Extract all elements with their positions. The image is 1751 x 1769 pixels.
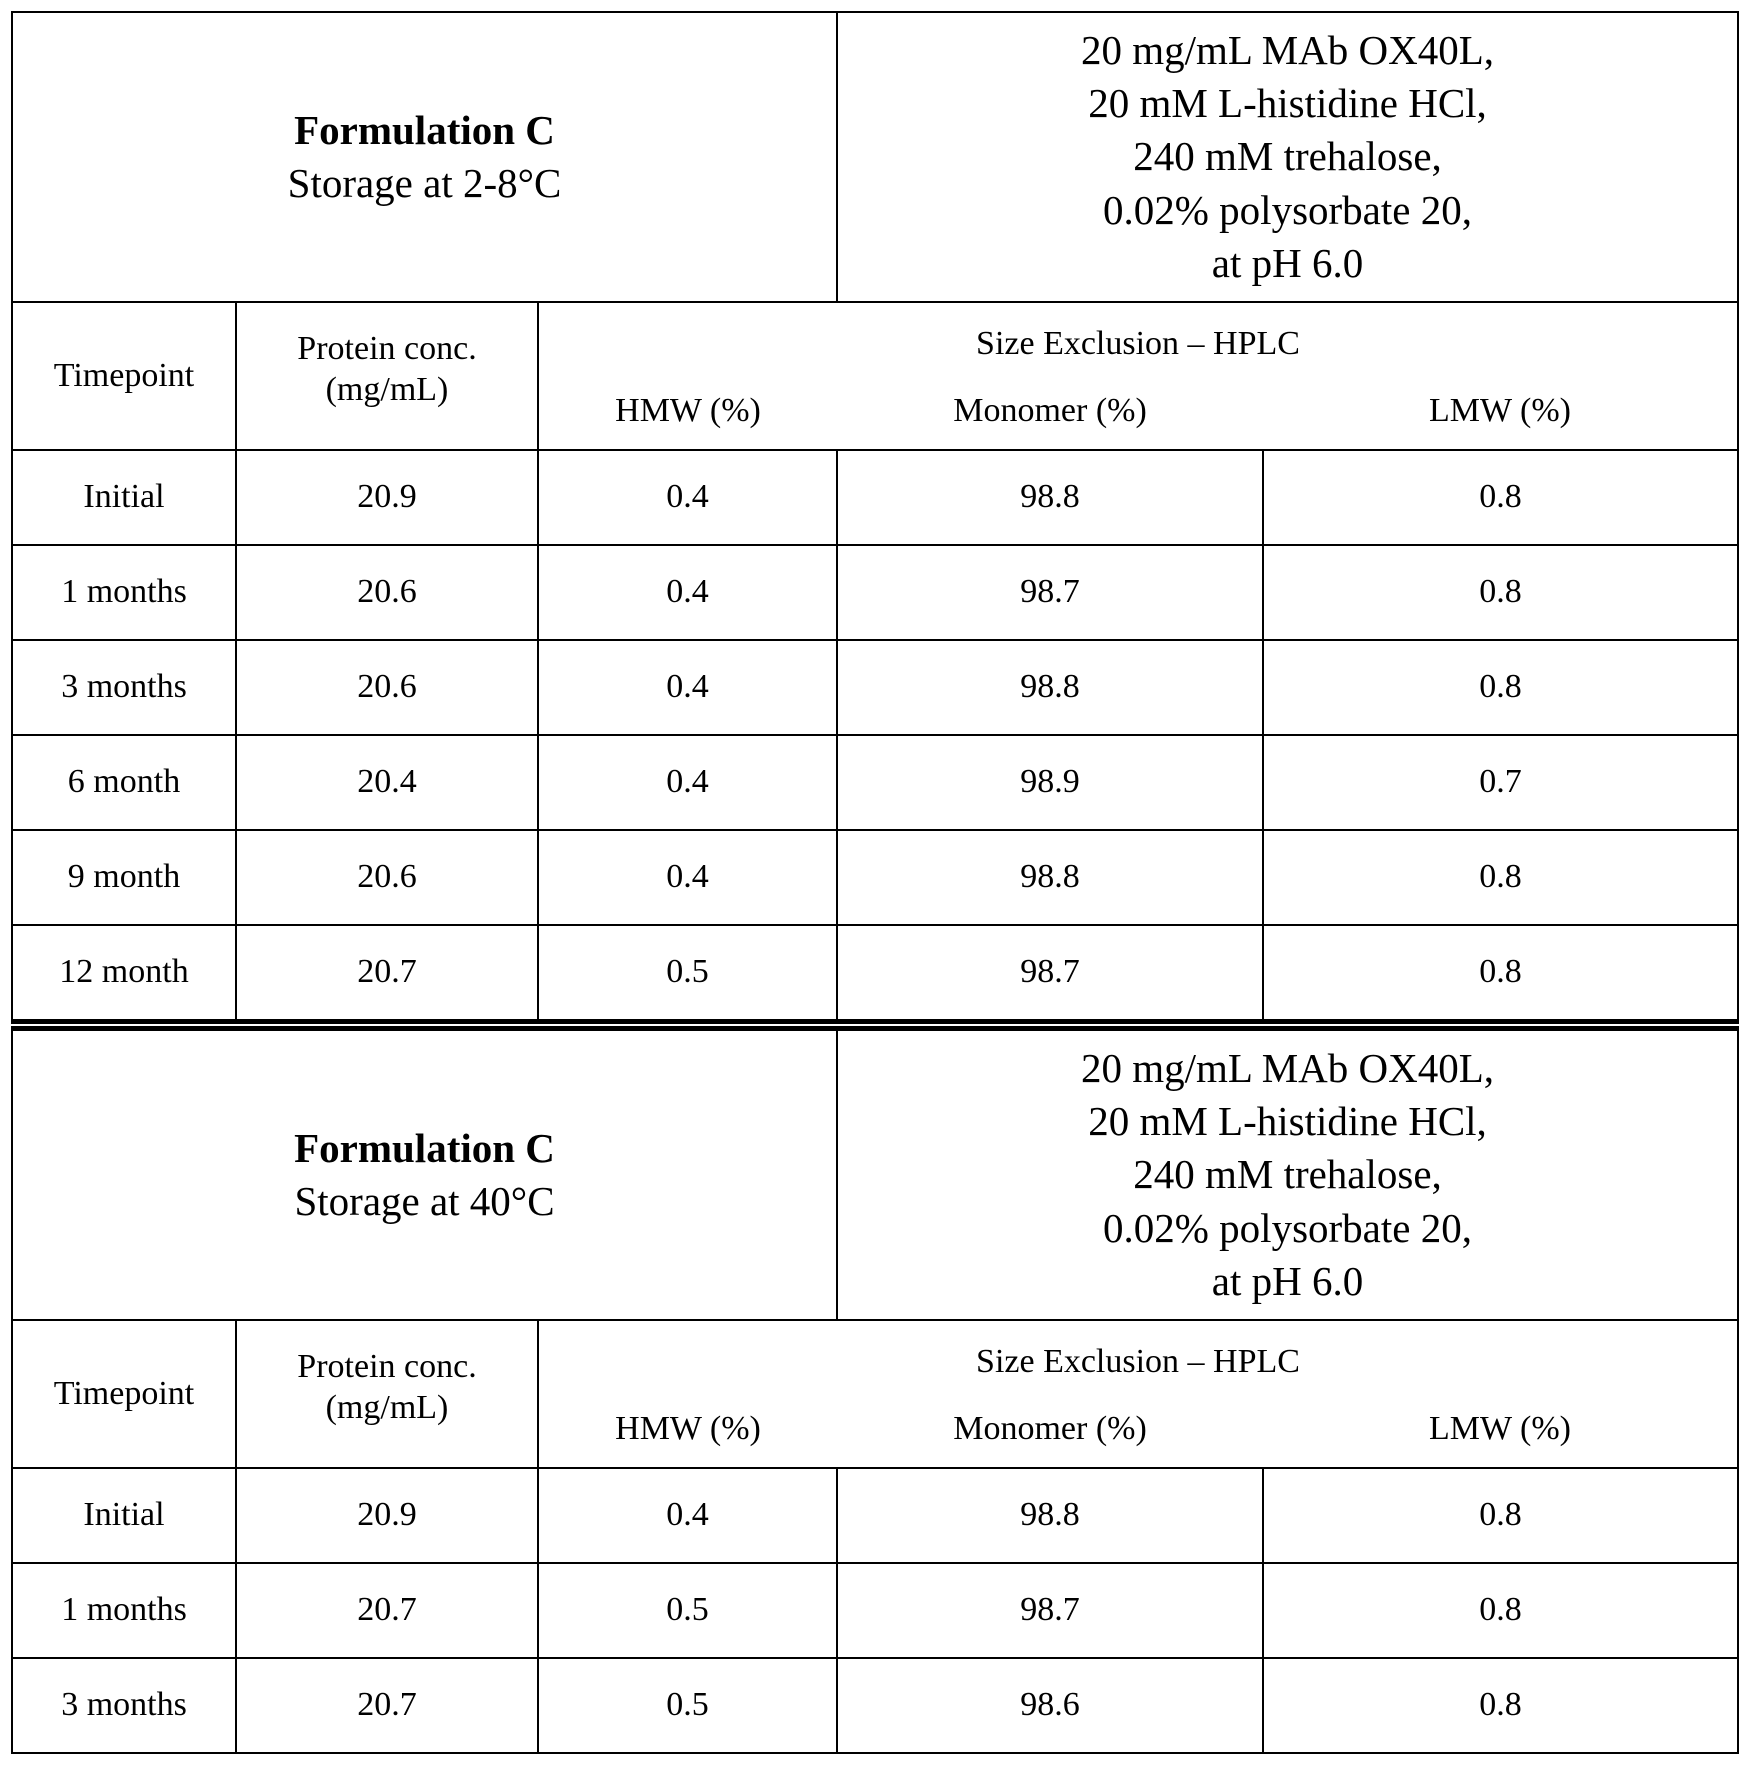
- cell-protein-conc: 20.6: [236, 640, 538, 735]
- hmw-header: HMW (%): [538, 369, 837, 450]
- size-exclusion-header: Size Exclusion – HPLC: [538, 1320, 1738, 1387]
- cell-monomer: 98.7: [837, 545, 1263, 640]
- cell-lmw: 0.7: [1263, 735, 1738, 830]
- cell-lmw: 0.8: [1263, 1468, 1738, 1563]
- storage-condition: Storage at 40°C: [294, 1178, 554, 1224]
- table-row: [12, 1468, 1738, 1563]
- column-header-row: [12, 302, 1738, 369]
- monomer-header: Monomer (%): [837, 369, 1263, 450]
- table-row: [12, 1658, 1738, 1753]
- lmw-header: LMW (%): [1263, 369, 1738, 450]
- formulation-name: Formulation C: [294, 107, 555, 153]
- cell-hmw: 0.4: [538, 735, 837, 830]
- description-line: 20 mM L-histidine HCl,: [1088, 1098, 1487, 1144]
- description-line: at pH 6.0: [1212, 240, 1363, 286]
- table-row: [12, 1563, 1738, 1658]
- cell-hmw: 0.4: [538, 830, 837, 925]
- cell-lmw: 0.8: [1263, 640, 1738, 735]
- column-header-row: [12, 1320, 1738, 1387]
- cell-protein-conc: 20.6: [236, 830, 538, 925]
- table-row: [12, 545, 1738, 640]
- description-line: at pH 6.0: [1212, 1258, 1363, 1304]
- table-row: [12, 640, 1738, 735]
- cell-protein-conc: 20.7: [236, 925, 538, 1022]
- cell-protein-conc: 20.9: [236, 1468, 538, 1563]
- cell-hmw: 0.5: [538, 1658, 837, 1753]
- cell-monomer: 98.6: [837, 1658, 1263, 1753]
- protein-conc-header: Protein conc. (mg/mL): [236, 1320, 538, 1468]
- timepoint-header: Timepoint: [12, 302, 236, 450]
- cell-monomer: 98.8: [837, 830, 1263, 925]
- cell-monomer: 98.9: [837, 735, 1263, 830]
- description-line: 240 mM trehalose,: [1133, 133, 1442, 179]
- protein-conc-header: Protein conc. (mg/mL): [236, 302, 538, 450]
- cell-lmw: 0.8: [1263, 545, 1738, 640]
- description-line: 240 mM trehalose,: [1133, 1151, 1442, 1197]
- cell-protein-conc: 20.6: [236, 545, 538, 640]
- formulation-header-row: [12, 1029, 1738, 1321]
- lmw-header: LMW (%): [1263, 1387, 1738, 1468]
- cell-hmw: 0.5: [538, 925, 837, 1022]
- cell-lmw: 0.8: [1263, 1563, 1738, 1658]
- cell-timepoint: 3 months: [12, 640, 236, 735]
- formulation-title-cell: [12, 12, 837, 302]
- cell-hmw: 0.4: [538, 640, 837, 735]
- cell-timepoint: 9 month: [12, 830, 236, 925]
- formulation-description: [837, 12, 1738, 302]
- cell-timepoint: 3 months: [12, 1658, 236, 1753]
- cell-protein-conc: 20.9: [236, 450, 538, 545]
- formulation-header-row: [12, 12, 1738, 302]
- cell-lmw: 0.8: [1263, 450, 1738, 545]
- table-row: [12, 450, 1738, 545]
- stability-table-40c: [11, 1026, 1739, 1754]
- cell-hmw: 0.4: [538, 545, 837, 640]
- size-exclusion-header: Size Exclusion – HPLC: [538, 302, 1738, 369]
- cell-timepoint: 1 months: [12, 545, 236, 640]
- description-line: 0.02% polysorbate 20,: [1103, 187, 1472, 233]
- timepoint-header: Timepoint: [12, 1320, 236, 1468]
- cell-hmw: 0.4: [538, 1468, 837, 1563]
- table-row: [12, 735, 1738, 830]
- formulation-name: Formulation C: [294, 1125, 555, 1171]
- cell-protein-conc: 20.7: [236, 1563, 538, 1658]
- monomer-header: Monomer (%): [837, 1387, 1263, 1468]
- cell-monomer: 98.7: [837, 925, 1263, 1022]
- storage-condition: Storage at 2-8°C: [288, 160, 562, 206]
- cell-timepoint: 1 months: [12, 1563, 236, 1658]
- cell-lmw: 0.8: [1263, 1658, 1738, 1753]
- description-line: 20 mM L-histidine HCl,: [1088, 80, 1487, 126]
- table-row: [12, 925, 1738, 1022]
- description-line: 20 mg/mL MAb OX40L,: [1081, 1045, 1494, 1091]
- cell-timepoint: 6 month: [12, 735, 236, 830]
- cell-hmw: 0.4: [538, 450, 837, 545]
- cell-monomer: 98.8: [837, 1468, 1263, 1563]
- formulation-description: [837, 1029, 1738, 1321]
- cell-lmw: 0.8: [1263, 830, 1738, 925]
- table-row: [12, 830, 1738, 925]
- cell-protein-conc: 20.4: [236, 735, 538, 830]
- cell-lmw: 0.8: [1263, 925, 1738, 1022]
- description-line: 0.02% polysorbate 20,: [1103, 1205, 1472, 1251]
- formulation-title-cell: [12, 1029, 837, 1321]
- hmw-header: HMW (%): [538, 1387, 837, 1468]
- stability-table-2-8c: [11, 11, 1739, 1024]
- cell-hmw: 0.5: [538, 1563, 837, 1658]
- description-line: 20 mg/mL MAb OX40L,: [1081, 27, 1494, 73]
- cell-protein-conc: 20.7: [236, 1658, 538, 1753]
- cell-monomer: 98.8: [837, 450, 1263, 545]
- cell-timepoint: Initial: [12, 450, 236, 545]
- cell-monomer: 98.8: [837, 640, 1263, 735]
- cell-monomer: 98.7: [837, 1563, 1263, 1658]
- cell-timepoint: 12 month: [12, 925, 236, 1022]
- cell-timepoint: Initial: [12, 1468, 236, 1563]
